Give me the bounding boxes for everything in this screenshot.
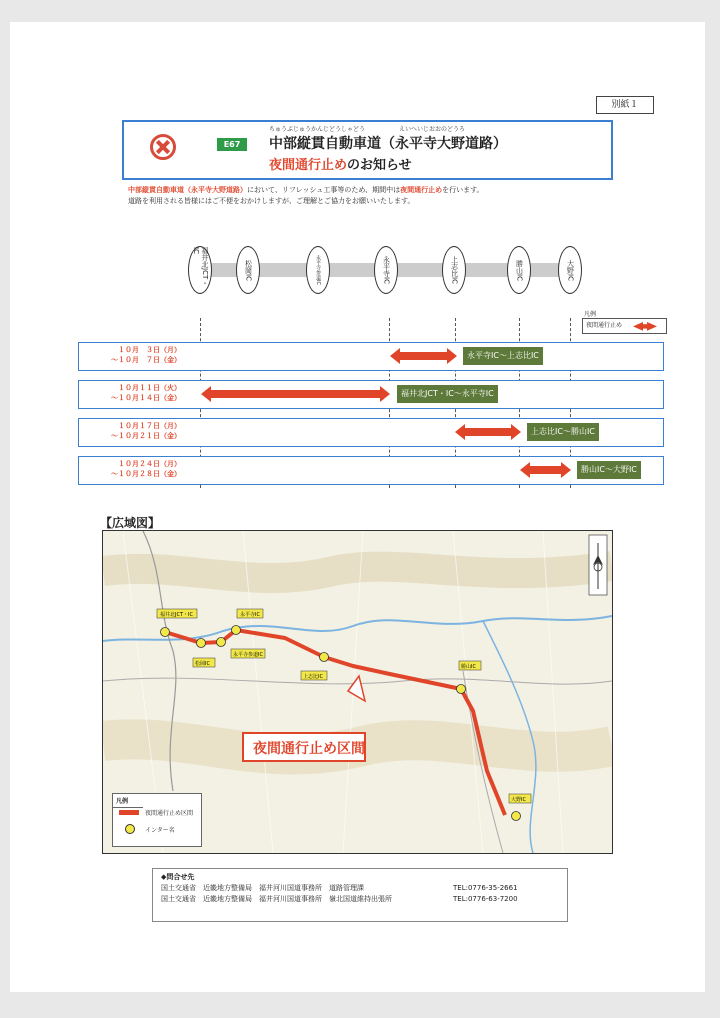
ruby-name: えいへいじおおのどうろ [399,126,466,133]
ic-matsuoka: 松岡IC [236,246,260,294]
title-suffix: のお知らせ [347,158,412,173]
closure-arrow-icon [520,462,571,478]
ic-katsuyama: 勝山IC [507,246,531,294]
ic-legend-marker-icon [125,824,135,834]
map-ic-label: 大野IC [511,797,526,803]
closure-section: 永平寺IC～上志比IC [463,347,543,365]
title-red-part: 夜間通行止め [269,158,348,173]
notice-closure: 夜間通行止め [400,186,443,194]
closure-dates: １０月１７日（月） ～１０月２１日（金） [111,422,181,440]
ic-marker [197,639,206,648]
notice-line2: 道路を利用される皆様にはご不便をおかけしますが、ご理解とご協力をお願いいたします。 [128,197,415,205]
closure-arrow-icon [201,386,390,402]
legend-arrow-icon [633,322,657,326]
map-ic-label: 勝山IC [461,664,476,670]
ic-ono: 大野IC [558,246,582,294]
map-ic-label: 永平寺IC [240,612,260,618]
contact-row: 国土交通省 近畿地方整備局 福井河川国道事務所 道路管理課 TEL:0776-35-2661 [161,884,518,892]
closure-dates: １０月１１日（火） ～１０月１４日（金） [111,384,181,402]
map-ic-label: 上志比IC [303,674,323,680]
map-heading: 【広域図】 [100,516,161,530]
page-subtitle [269,154,412,173]
map-ic-label: 松岡IC [195,661,210,667]
closure-section: 福井北JCT・IC～永平寺IC [397,385,498,403]
closure-row-3 [78,418,664,447]
ic-marker [232,626,241,635]
contact-box [152,868,568,922]
closure-arrow-icon [455,424,521,440]
compass-icon [589,535,607,595]
map-ic-label: 永平寺参道IC [233,652,263,658]
ic-marker [512,812,521,821]
closure-dates: １０月 ３日（月） ～１０月 ７日（金） [111,346,181,364]
notice-mid: において、リフレッシュ工事等のため、期間中は [247,186,401,194]
closure-row-1 [78,342,664,371]
map-legend-title: 凡例 [113,794,143,808]
map-legend-item1: 夜間通行止め区間 [145,810,194,817]
wide-area-map [102,530,613,854]
map-ic-label: 福井北JCT・IC [160,612,193,618]
map-legend [112,793,202,847]
ruby-road: ちゅうぶじゅうかんじどうしゃどう [269,126,366,133]
map-legend-item2: インター名 [145,827,175,834]
contact-title: ◆問合せ先 [161,873,195,881]
closure-section: 上志比IC～勝山IC [527,423,599,441]
ic-marker [457,685,466,694]
attachment-label: 別紙１ [596,96,654,114]
notice-road: 中部縦貫自動車道（永平寺大野道路） [128,186,247,194]
page-title: 中部縦貫自動車道（永平寺大野道路） [269,136,507,152]
closure-section: 勝山IC～大野IC [577,461,641,479]
road-number-badge: E67 [217,138,247,151]
ic-marker [320,653,329,662]
notice-end: を行います。 [442,186,484,194]
ic-eiheiji: 永平寺IC [374,246,398,294]
map-callout: 夜間通行止め区間 [253,741,365,757]
closure-row-4 [78,456,664,485]
ic-fukuikita: 福井北JCT・IC [188,246,212,294]
header-box [122,120,613,180]
legend-title: 凡例 [584,311,597,318]
legend-top [582,318,667,334]
no-entry-sign-icon [150,134,176,160]
contact-row: 国土交通省 近畿地方整備局 福井河川国道事務所 嶺北国道維持出張所 TEL:0776-63-7200 [161,895,518,903]
ic-kamishihi: 上志比IC [442,246,466,294]
ic-marker [217,638,226,647]
route-legend-swatch [119,810,139,815]
legend-item: 夜間通行止め [586,322,623,329]
ic-eiheiji-sando: 永平寺参道IC [306,246,330,294]
closure-row-2 [78,380,664,409]
closure-dates: １０月２４日（月） ～１０月２８日（金） [111,460,181,478]
ic-marker [161,628,170,637]
closure-arrow-icon [390,348,457,364]
notice-text [128,185,598,207]
